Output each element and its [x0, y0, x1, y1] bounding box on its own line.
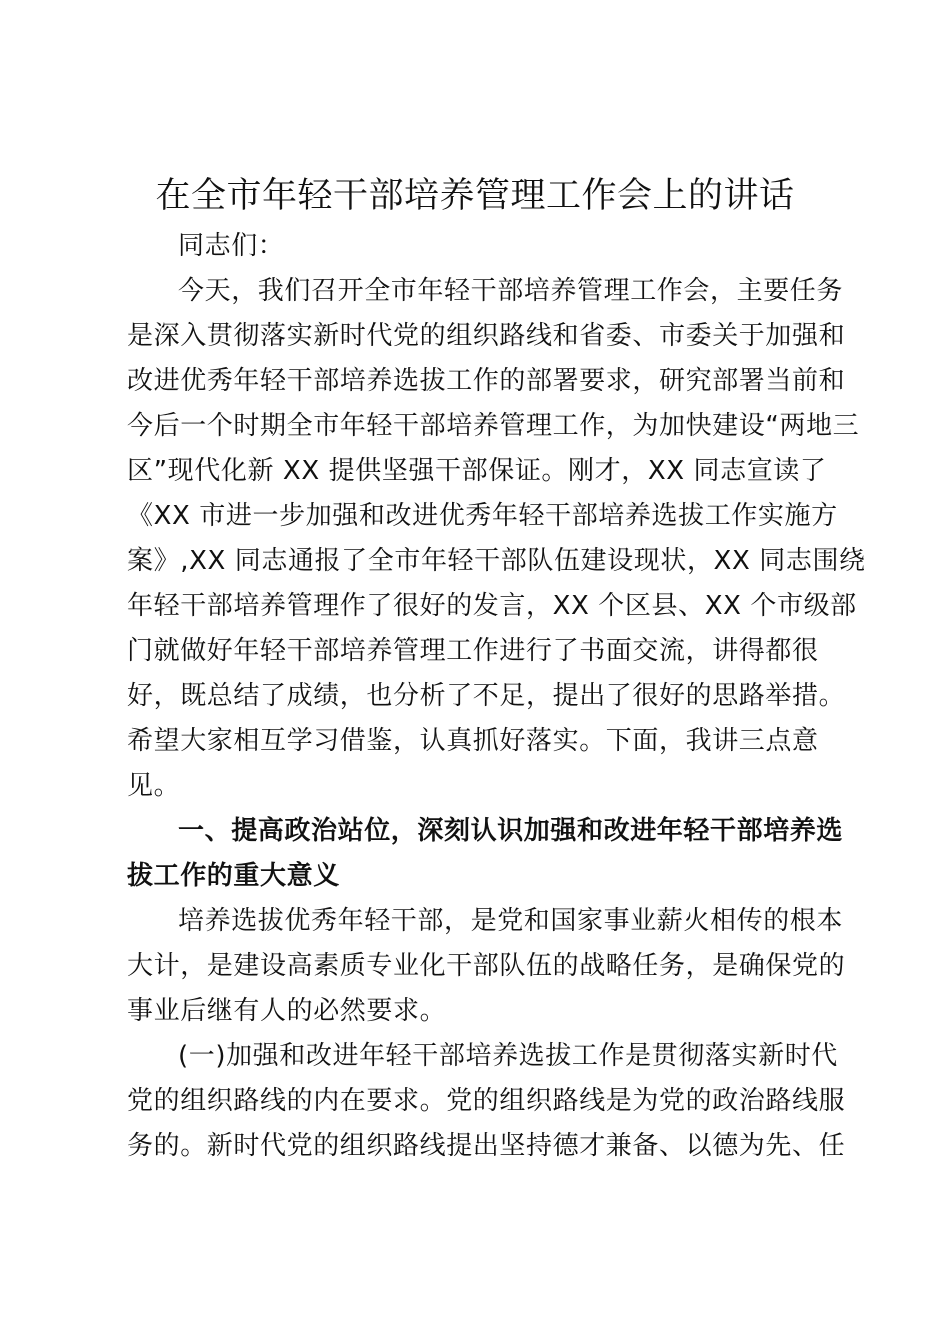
- section-heading: 一、提高政治站位，深刻认识加强和改进年轻干部培养选: [178, 816, 844, 846]
- paragraph-line: 务的。新时代党的组织路线提出坚持德才兼备、以德为先、任: [127, 1131, 846, 1161]
- paragraph-line: 年轻干部培养管理作了很好的发言，XX 个区县、XX 个市级部: [127, 591, 857, 621]
- paragraph-line: 今天，我们召开全市年轻干部培养管理工作会，主要任务: [178, 276, 844, 306]
- paragraph-line: 区”现代化新 XX 提供坚强干部保证。刚才，XX 同志宣读了: [127, 456, 827, 486]
- document-title: 在全市年轻干部培养管理工作会上的讲话: [155, 176, 795, 216]
- paragraph-line: 培养选拔优秀年轻干部，是党和国家事业薪火相传的根本: [178, 906, 844, 936]
- paragraph-line: 见。: [127, 771, 181, 801]
- paragraph-line: 门就做好年轻干部培养管理工作进行了书面交流，讲得都很: [127, 636, 819, 666]
- paragraph-line: 是深入贯彻落实新时代党的组织路线和省委、市委关于加强和: [127, 321, 846, 351]
- paragraph-line: 大计，是建设高素质专业化干部队伍的战略任务，是确保党的: [127, 951, 846, 981]
- paragraph-line: 案》,XX 同志通报了全市年轻干部队伍建设现状，XX 同志围绕: [127, 546, 866, 576]
- paragraph-line: 事业后继有人的必然要求。: [127, 996, 447, 1026]
- section-heading: 拔工作的重大意义: [127, 861, 340, 891]
- paragraph-line: 改进优秀年轻干部培养选拔工作的部署要求，研究部署当前和: [127, 366, 846, 396]
- paragraph-line: 希望大家相互学习借鉴，认真抓好落实。下面，我讲三点意: [127, 726, 819, 756]
- salutation: 同志们：: [178, 231, 285, 261]
- paragraph-line: 好，既总结了成绩，也分析了不足，提出了很好的思路举措。: [127, 681, 846, 711]
- paragraph-line: (一)加强和改进年轻干部培养选拔工作是贯彻落实新时代: [178, 1041, 838, 1071]
- paragraph-line: 今后一个时期全市年轻干部培养管理工作，为加快建设“两地三: [127, 411, 860, 441]
- paragraph-line: 党的组织路线的内在要求。党的组织路线是为党的政治路线服: [127, 1086, 846, 1116]
- paragraph-line: 《XX 市进一步加强和改进优秀年轻干部培养选拔工作实施方: [127, 501, 838, 531]
